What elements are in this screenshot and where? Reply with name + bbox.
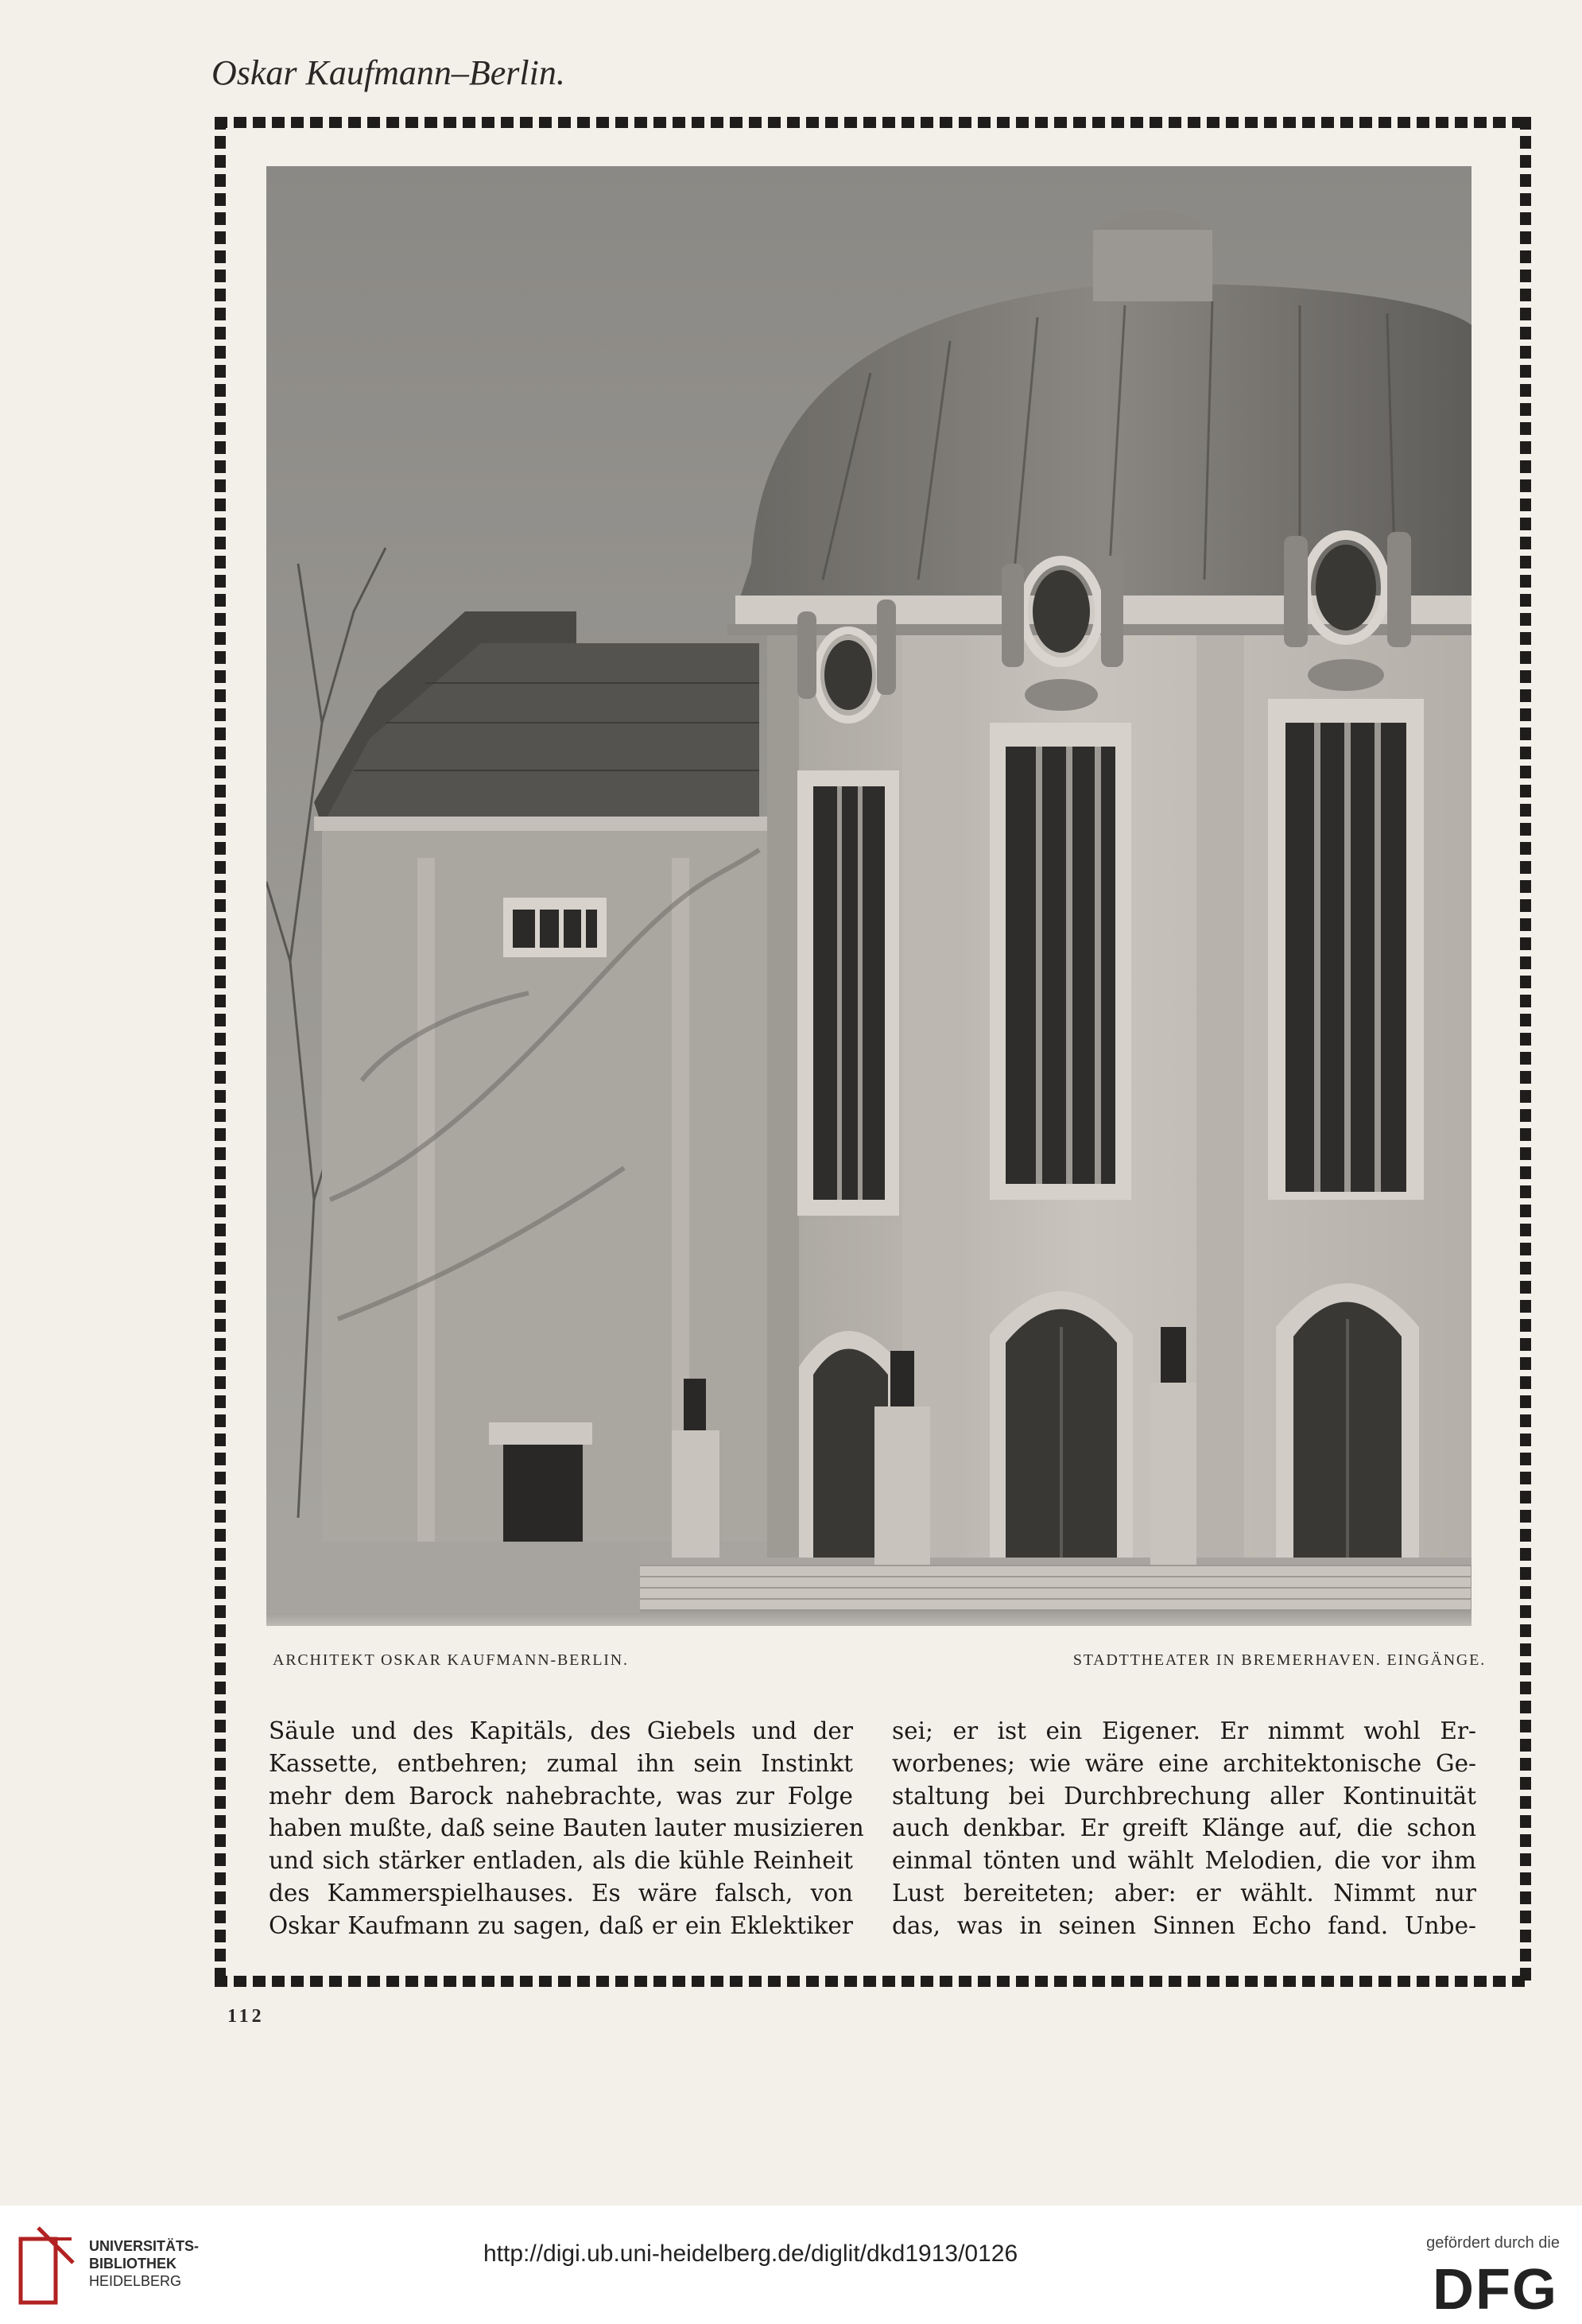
frame-border-left — [215, 117, 226, 1987]
text-line: einmal tönten und wählt Melodien, die vor ihm — [892, 1847, 1476, 1875]
footer-bar — [0, 2206, 1582, 2324]
caption-architect: ARCHITEKT OSKAR KAUFMANN-BERLIN. — [273, 1651, 629, 1669]
text-line: das, was in seinen Sinnen Echo fand. Unbe- — [892, 1911, 1476, 1939]
page-number: 112 — [227, 2006, 265, 2027]
text-line: mehr dem Barock nahebrachte, was zur Folge — [269, 1782, 853, 1810]
building-photograph — [266, 166, 1471, 1626]
frame-border-right — [1520, 117, 1531, 1987]
text-line: Kassette, entbehren; zumal ihn sein Instinkt — [269, 1749, 853, 1777]
frame-border-bottom — [215, 1976, 1531, 1987]
text-line: Lust bereiteten; aber: er wählt. Nimmt nur — [892, 1879, 1476, 1907]
text-line: des Kammerspielhauses. Es wäre falsch, von — [269, 1879, 853, 1907]
text-line: sei; er ist ein Eigener. Er nimmt wohl Er- — [892, 1717, 1476, 1744]
library-name-line: BIBLIOTHEK — [89, 2256, 176, 2272]
text-line: auch denkbar. Er greift Klänge auf, die schon — [892, 1814, 1476, 1842]
text-line: haben mußte, daß seine Bauten lauter musizieren — [269, 1814, 864, 1842]
text-line: Oskar Kaufmann zu sagen, daß er ein Eklektiker — [269, 1911, 853, 1939]
library-name-line: HEIDELBERG — [89, 2273, 182, 2289]
page-frame — [215, 117, 1531, 1987]
library-name — [89, 2237, 199, 2290]
text-line: und sich stärker entladen, als die kühle Reinheit — [269, 1847, 853, 1875]
running-head: Oskar Kaufmann–Berlin. — [211, 53, 565, 92]
frame-border-top — [215, 117, 1531, 128]
text-line: Säule und des Kapitäls, des Giebels und der — [269, 1717, 853, 1744]
caption-title: STADTTHEATER IN BREMERHAVEN. EINGÄNGE. — [1072, 1651, 1486, 1669]
sponsor-label: gefördert durch die — [1426, 2234, 1560, 2252]
text-column-right — [892, 1715, 1476, 1942]
text-column-left — [269, 1715, 864, 1942]
text-line: staltung bei Durchbrechung aller Kontinuität — [892, 1782, 1476, 1810]
library-logo-icon[interactable] — [16, 2223, 79, 2309]
text-line: worbenes; wie wäre eine architektonische Ge- — [892, 1749, 1476, 1777]
source-url-link[interactable]: http://digi.ub.uni-heidelberg.de/diglit/dkd1913/0126 — [483, 2241, 1018, 2267]
library-name-line: UNIVERSITÄTS- — [89, 2238, 200, 2254]
dfg-logo[interactable]: DFG — [1433, 2258, 1558, 2322]
